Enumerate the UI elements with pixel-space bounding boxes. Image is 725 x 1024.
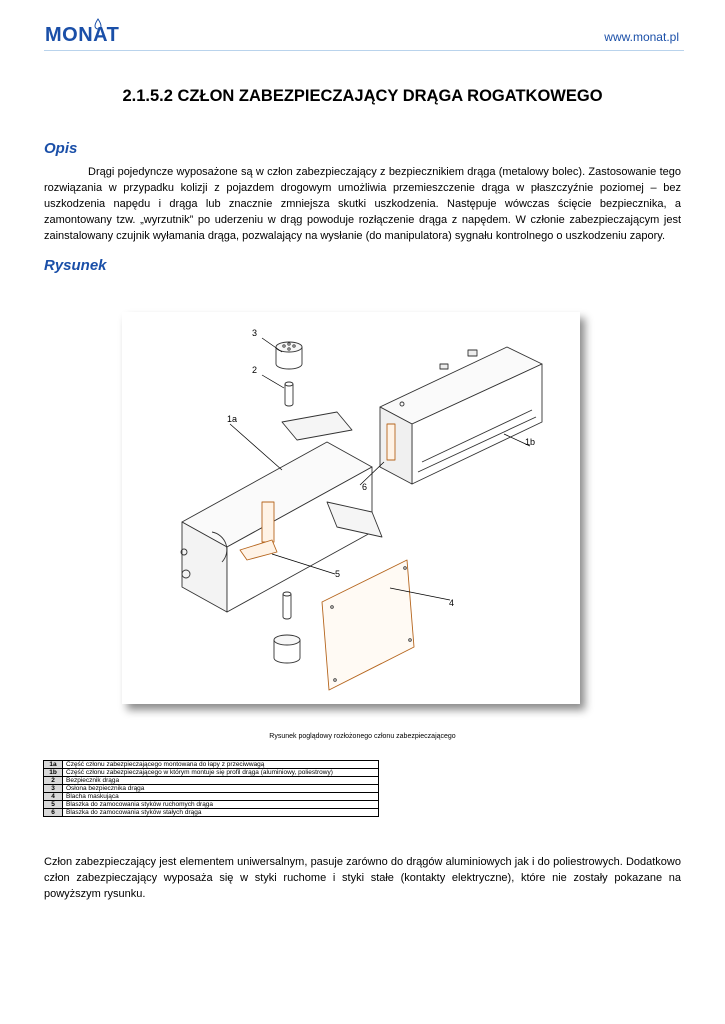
rysunek-heading: Rysunek [44,257,107,274]
part-code: 1a [44,761,63,769]
part-2-drawing [285,382,293,406]
label-4: 4 [449,598,455,608]
table-row [44,761,379,769]
exploded-drawing [122,312,580,704]
part-1a-drawing [181,412,382,612]
part-code: 6 [44,809,63,817]
website-link[interactable]: www.monat.pl [604,30,679,44]
table-row [44,801,379,809]
section-title: 2.1.5.2 CZŁON ZABEZPIECZAJĄCY DRĄGA ROGATKOWEGO [122,87,603,105]
table-row [44,785,379,793]
table-row [44,809,379,817]
table-row [44,777,379,785]
opis-heading: Opis [44,140,78,157]
opis-paragraph: Drągi pojedyncze wyposażone są w człon zabezpieczający z bezpiecznikiem drąga (metalowy bolec). Zastosowanie tego rozwiązania w przypadku kolizji z pojazdem drogowym umożliwia przemieszczenie drąga w płaszczyźnie poziomej – bez uszkodzenia napędu i drąga lub znacznie zmniejsza skutki uszkodzenia. Następuje wówczas ścięcie bezpiecznika, a zamontowany tzw. „wyrzutnik” po uderzeniu w drąg powoduje rozłączenie drąga z napędem. W członie zabezpieczającym jest zainstalowany czujnik wyłamania drąga, pozwalający na wysłanie (do manipulatora) sygnału kontrolnego o uszkodzeniu zapory. [44,166,681,242]
part-description: Blaszka do zamocowania styków ruchomych drąga [63,801,379,809]
part-3-drawing [276,342,302,369]
page-header [45,22,685,52]
part-description: Bezpiecznik drąga [63,777,379,785]
part-description: Blacha maskująca [63,793,379,801]
header-divider [44,50,684,51]
label-3: 3 [252,328,258,338]
part-code: 1b [44,769,63,777]
part-code: 5 [44,801,63,809]
exploded-view-figure [122,312,580,704]
part-description: Część członu zabezpieczającego montowana do łapy z przeciwwagą [63,761,379,769]
part-code: 2 [44,777,63,785]
label-5: 5 [335,569,341,579]
part-4-drawing [322,560,414,690]
part-description: Blaszka do zamocowania styków stałych drąga [63,809,379,817]
part-1b-drawing [380,347,542,484]
label-1b: 1b [525,437,536,447]
part-description: Część członu zabezpieczającego w którym montuje się profil drąga (aluminiowy, poliestrowy) [63,769,379,777]
label-1a: 1a [227,414,238,424]
part-code: 4 [44,793,63,801]
label-6: 6 [362,482,368,492]
monat-logo: MONAT [45,24,120,46]
table-row [44,769,379,777]
label-2: 2 [252,365,258,375]
logo-drop-icon [93,18,103,30]
part-code: 3 [44,785,63,793]
closing-paragraph: Człon zabezpieczający jest elementem uniwersalnym, pasuje zarówno do drągów aluminiowych jak i do poliestrowych. Dodatkowo człon zabezpieczający wyposaża się w styki ruchome i styki stałe (kontakty elektryczne), które nie zostały pokazane na powyższym rysunku. [44,856,681,900]
table-row [44,793,379,801]
figure-caption: Rysunek poglądowy rozłożonego członu zabezpieczającego [269,733,456,740]
bottom-pin-drawing [274,592,300,663]
part-description: Osłona bezpiecznika drąga [63,785,379,793]
parts-table [43,760,379,817]
